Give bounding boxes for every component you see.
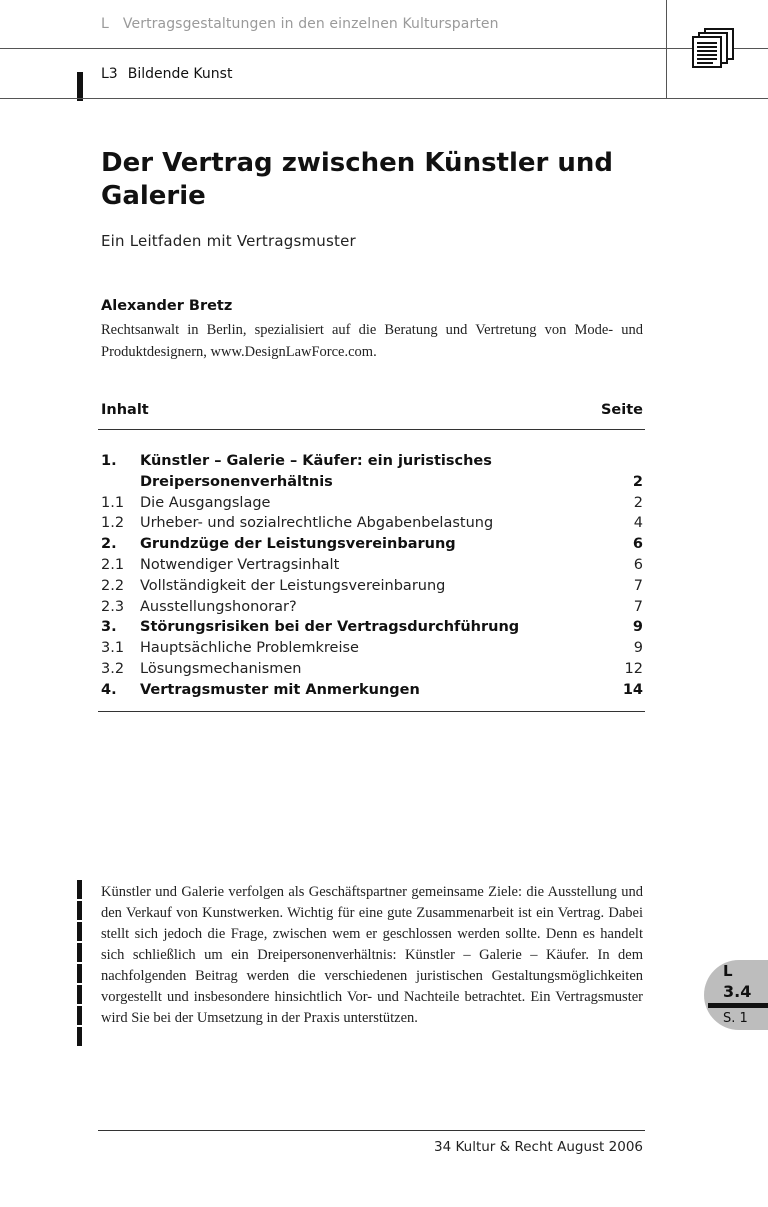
toc-entry [101, 451, 643, 472]
toc-entry-number: 4. [101, 681, 117, 698]
toc-entry-page: 9 [633, 640, 643, 657]
documents-icon [691, 28, 737, 74]
toc-entry [101, 659, 643, 680]
header-bottom-divider [0, 98, 768, 99]
side-tab-letter: L [723, 962, 733, 980]
toc-entry-number: 3.2 [101, 661, 125, 677]
subsection-header [101, 66, 232, 82]
toc-entry-number: 2. [101, 536, 117, 553]
toc-entry [101, 555, 643, 576]
section-title: Vertragsgestaltungen in den einzelnen Kultursparten [122, 16, 499, 32]
toc-top-rule [98, 429, 645, 430]
toc-entry-title: Vertragsmuster mit Anmerkungen [140, 681, 420, 698]
toc-entry-number: 1.2 [101, 515, 125, 532]
toc-entry-number: 2.2 [101, 577, 125, 594]
header-divider [0, 48, 768, 49]
section-letter: L [101, 16, 109, 32]
toc-entry-title: Vollständigkeit der Leistungsvereinbarung [140, 577, 446, 594]
toc-entry-page: 4 [633, 515, 643, 532]
footer-text: 34 Kultur & Recht August 2006 [434, 1139, 643, 1155]
toc-entry-title: Hauptsächliche Problemkreise [140, 640, 359, 657]
toc-entry-page: 12 [624, 661, 643, 677]
abstract-marker [77, 880, 82, 1047]
toc-entry-page: 6 [632, 536, 643, 553]
author-name: Alexander Bretz [101, 298, 233, 314]
toc-entry [101, 472, 643, 493]
toc-entry-title: Die Ausgangslage [140, 494, 271, 511]
toc-entry-title: Notwendiger Vertragsinhalt [140, 557, 340, 573]
article-subtitle: Ein Leitfaden mit Vertragsmuster [101, 232, 356, 250]
toc-entry-title: Künstler – Galerie – Käufer: ein juristisches [140, 453, 492, 469]
side-tab-number: 3.4 [723, 982, 752, 1001]
toc-entry-page: 7 [633, 598, 643, 615]
subsection-code: L3 [101, 66, 118, 82]
side-tab-page: S. 1 [723, 1011, 748, 1026]
toc-entry-number: 2.3 [101, 598, 125, 615]
toc-entry [101, 513, 643, 534]
toc-entry [101, 680, 643, 701]
footer-rule [98, 1130, 645, 1131]
article-title: Der Vertrag zwischen Künstler und Galerie [101, 148, 614, 211]
toc-entry [101, 576, 643, 597]
toc-entry-title: Ausstellungshonorar? [140, 598, 297, 615]
section-header [101, 16, 499, 32]
toc-entry [101, 534, 643, 555]
toc-entry-number: 1.1 [101, 494, 125, 511]
toc-entry-page: 2 [632, 473, 643, 490]
toc-entry-number: 3.1 [101, 640, 125, 657]
toc-entry-title: Urheber- und sozialrechtliche Abgabenbelastung [140, 515, 494, 532]
toc-entry-title: Grundzüge der Leistungsvereinbarung [140, 536, 456, 553]
toc-entry-title: Dreipersonenverhältnis [140, 473, 333, 490]
toc-entry-title: Lösungsmechanismen [140, 661, 302, 677]
toc-entry [101, 597, 643, 618]
toc-entry [101, 617, 643, 638]
abstract-text: Künstler und Galerie verfolgen als Geschäftspartner gemeinsame Ziele: die Ausstellung und den Verkauf von Kunstwerken. Wichtig für eine gute Zusammenarbeit ist ein Vertrag. Dabei stellt sich jedoch die Frage, zwischen wem er geschlossen werden sollte. Denn es handelt sich schließlich um ein Dreipersonenverhältnis: Künstler – Galerie – Käufer. In dem nachfolgenden Beitrag werden die verschiedenen juristischen Gestaltungsmöglichkeiten vorgestellt und insbesondere hinsichtlich Vor- und Nachteile betrachtet. Ein Vertragsmuster wird Sie bei der Umsetzung in der Praxis unterstützen. [101, 884, 643, 1026]
author-description: Rechtsanwalt in Berlin, spezialisiert auf die Beratung und Vertretung von Mode- und Produktdesignern, www.DesignLawForce.com. [101, 322, 643, 360]
toc-header [101, 402, 643, 418]
toc-entry [101, 638, 643, 659]
toc-entry-number: 3. [101, 619, 117, 636]
toc-entry [101, 493, 643, 514]
subsection-marker [77, 72, 83, 101]
toc-page-heading: Seite [600, 402, 643, 418]
toc-entry-page: 14 [622, 681, 643, 698]
toc-entry-number: 1. [101, 453, 117, 469]
toc-heading: Inhalt [101, 402, 149, 418]
toc-entry-number: 2.1 [101, 557, 125, 573]
toc-entry-page: 2 [633, 494, 643, 511]
header-vertical-divider [666, 0, 667, 99]
toc-entry-page: 6 [633, 557, 643, 573]
toc-entry-page: 9 [632, 619, 643, 636]
subsection-title: Bildende Kunst [127, 66, 233, 82]
toc-entry-page: 7 [633, 577, 643, 594]
side-tab-rule [708, 1003, 768, 1008]
toc-bottom-rule [98, 711, 645, 712]
toc-entry-title: Störungsrisiken bei der Vertragsdurchführung [140, 619, 520, 636]
